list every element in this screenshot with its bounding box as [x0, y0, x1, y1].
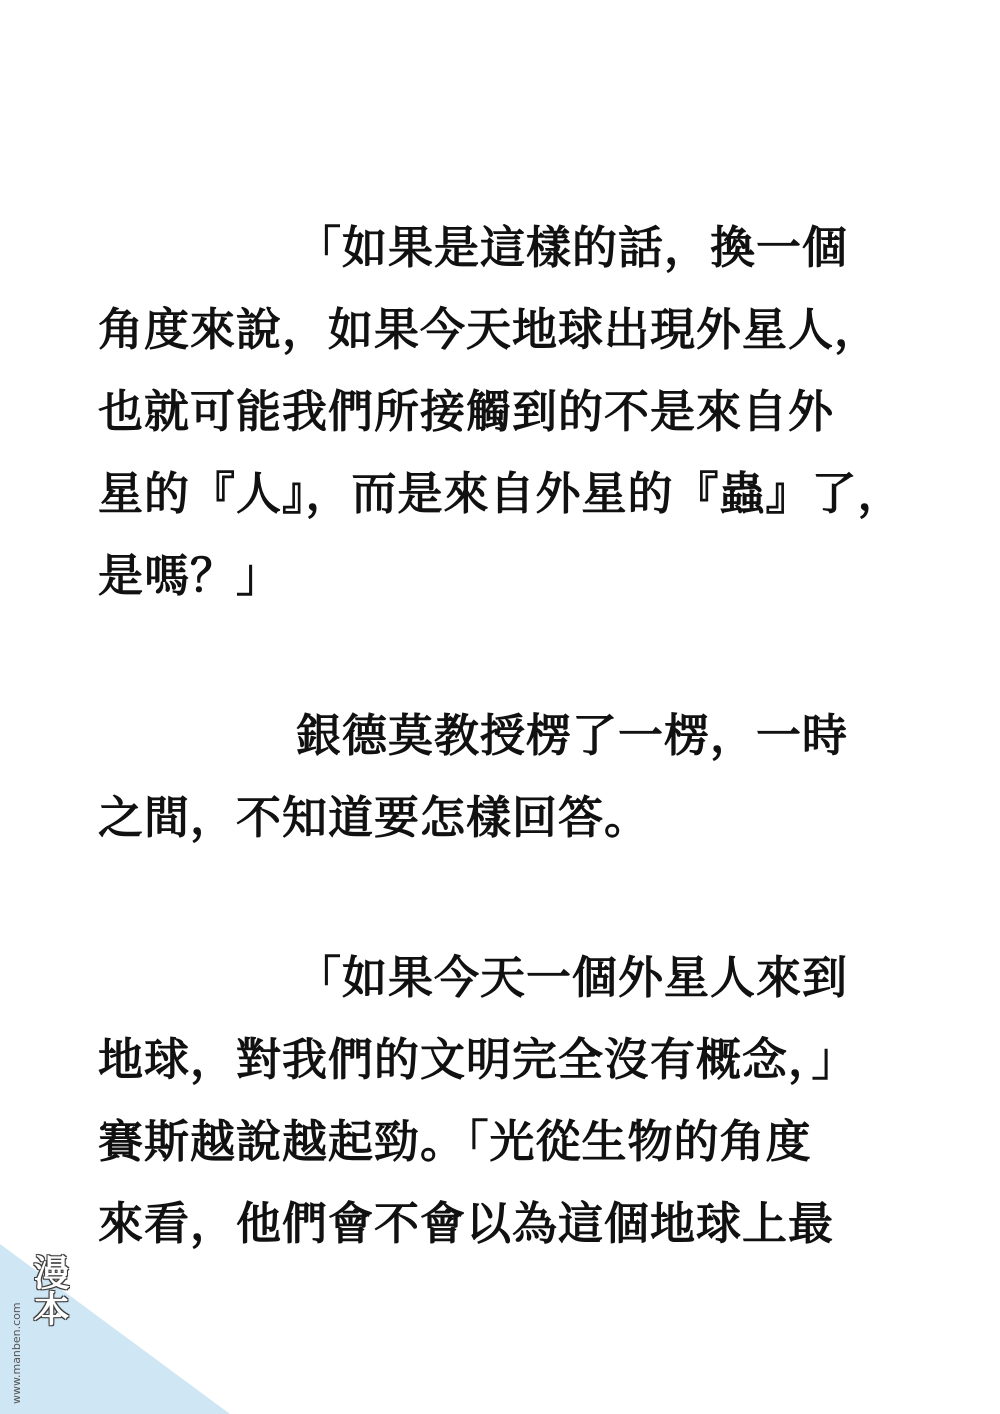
text-line-6: 銀德莫教授楞了一楞，一時: [296, 709, 849, 762]
text-line-9: 地球，對我們的文明完全沒有概念，」: [98, 1033, 858, 1086]
watermark: [0, 1244, 230, 1414]
text-line-1: 「如果是這樣的話，換一個: [296, 221, 849, 274]
text-line-5: 是嗎？」: [98, 549, 283, 602]
text-line-8: 「如果今天一個外星人來到: [296, 951, 849, 1004]
text-line-2: 角度來說，如果今天地球出現外星人，: [98, 303, 881, 356]
watermark-url: www.manben.com: [10, 1302, 23, 1404]
watermark-logo: 漫本: [28, 1254, 69, 1326]
text-line-3: 也就可能我們所接觸到的不是來自外: [98, 385, 835, 438]
watermark-text: [4, 1254, 74, 1404]
text-line-11: 來看，他們會不會以為這個地球上最: [98, 1197, 835, 1250]
text-line-10: 賽斯越說越起勁。「光從生物的角度: [98, 1115, 812, 1168]
text-line-4: 星的『人』，而是來自外星的『蟲』了，: [98, 467, 904, 520]
text-line-7: 之間，不知道要怎樣回答。: [98, 791, 651, 844]
